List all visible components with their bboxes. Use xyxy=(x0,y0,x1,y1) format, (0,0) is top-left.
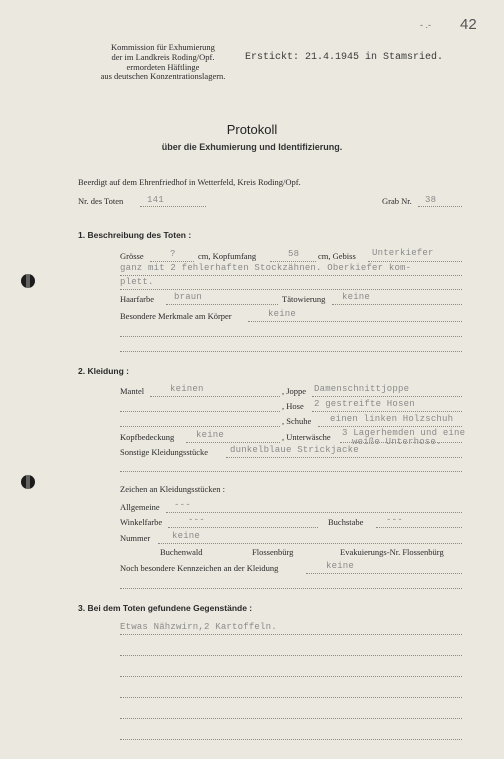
groesse-line xyxy=(150,261,194,262)
hose-label: , Hose xyxy=(282,401,304,411)
burial-label: Beerdigt auf dem Ehrenfriedhof in Wetterfeld, Kreis Roding/Opf. xyxy=(78,177,301,187)
mantel-label: Mantel xyxy=(120,386,145,396)
allgemeine-value: --- xyxy=(174,500,191,510)
commission-line: ermordeten Häftlinge xyxy=(126,61,200,72)
buchstabe-value: --- xyxy=(386,515,403,525)
kennzeichen-label: Noch besondere Kennzeichen an der Kleidung xyxy=(120,563,279,573)
schuhe-left-line xyxy=(120,426,280,427)
items-line-5 xyxy=(120,718,462,719)
winkelfarbe-line xyxy=(168,527,318,528)
haarfarbe-value: braun xyxy=(174,292,203,302)
nr-line xyxy=(140,206,206,207)
gebiss-value-2: ganz mit 2 fehlerhaften Stockzähnen. Oberkiefer kom- xyxy=(120,263,412,273)
allgemeine-line xyxy=(166,512,462,513)
commission-line: der im Landkreis Roding/Opf. xyxy=(111,51,215,62)
section-2-heading: 2. Kleidung : xyxy=(78,366,129,376)
items-line-4 xyxy=(120,697,462,698)
section-1-heading: 1. Beschreibung des Toten : xyxy=(78,230,192,240)
nummer-value: keine xyxy=(172,531,201,541)
death-note: Erstickt: 21.4.1945 in Stamsried. xyxy=(245,52,444,63)
joppe-value: Damenschnittjoppe xyxy=(314,384,410,394)
taetowierung-value: keine xyxy=(342,292,371,302)
groesse-label: Grösse xyxy=(120,251,144,261)
kopfbedeckung-value: keine xyxy=(196,430,225,440)
merkmale-line-3 xyxy=(120,351,462,352)
kopfumfang-value: 58 xyxy=(288,249,300,259)
schuhe-value: einen linken Holzschuh xyxy=(330,414,454,424)
merkmale-line-2 xyxy=(120,336,462,337)
kopfumfang-line xyxy=(270,261,316,262)
joppe-label: , Joppe xyxy=(282,386,307,396)
gebiss-label: cm, Gebiss xyxy=(318,251,356,261)
merkmale-label: Besondere Merkmale am Körper xyxy=(120,311,232,321)
grab-line xyxy=(418,206,462,207)
zeichen-label: Zeichen an Kleidungsstücken : xyxy=(120,484,226,494)
kennzeichen-line-2 xyxy=(120,588,462,589)
kopfbedeckung-line xyxy=(186,442,280,443)
commission-line: Kommission für Exhumierung xyxy=(111,42,215,52)
winkelfarbe-value: --- xyxy=(188,515,205,525)
unterwaesche-value-2: weiße Unterhose. xyxy=(352,437,442,447)
items-line-2 xyxy=(120,655,462,656)
groesse-value: ? xyxy=(170,249,176,259)
gebiss-line-3 xyxy=(120,289,462,290)
items-line-6 xyxy=(120,739,462,740)
merkmale-value: keine xyxy=(268,309,297,319)
nr-label: Nr. des Toten xyxy=(78,196,124,206)
kennzeichen-value: keine xyxy=(326,561,355,571)
items-value-1: Etwas Nähzwirn,2 Kartoffeln. xyxy=(120,622,277,632)
document-subtitle: über die Exhumierung und Identifizierung. xyxy=(161,142,343,152)
evakuierung-label: Evakuierungs-Nr. Flossenbürg xyxy=(340,547,444,557)
allgemeine-label: Allgemeine xyxy=(120,502,160,512)
nr-value: 141 xyxy=(147,195,164,205)
items-line-1 xyxy=(120,634,462,635)
items-line-3 xyxy=(120,676,462,677)
nummer-label: Nummer xyxy=(120,533,151,543)
unterwaesche-value-1: 3 Lagerhemden und eine xyxy=(342,428,466,438)
punch-hole-bottom xyxy=(21,475,35,489)
buchstabe-line xyxy=(376,527,462,528)
document-title: Protokoll xyxy=(226,122,278,137)
sonstige-line-2 xyxy=(120,471,462,472)
mantel-line xyxy=(150,396,280,397)
corner-mark: - .- xyxy=(420,20,431,30)
flossenbuerg-label: Flossenbürg xyxy=(252,547,294,557)
haarfarbe-line xyxy=(166,304,278,305)
gebiss-value-3: plett. xyxy=(120,277,154,287)
merkmale-line xyxy=(248,321,462,322)
gebiss-line xyxy=(368,261,462,262)
commission-block xyxy=(78,43,248,82)
grab-value: 38 xyxy=(425,195,437,205)
gebiss-line-2 xyxy=(120,275,462,276)
page-number: 42 xyxy=(460,16,477,33)
winkelfarbe-label: Winkelfarbe xyxy=(120,517,163,527)
sonstige-label: Sonstige Kleidungsstücke xyxy=(120,447,209,457)
buchenwald-label: Buchenwald xyxy=(160,547,203,557)
kopfbedeckung-label: Kopfbedeckung xyxy=(120,432,175,442)
grab-label: Grab Nr. xyxy=(382,196,412,206)
kennzeichen-line xyxy=(306,573,462,574)
joppe-line xyxy=(312,396,462,397)
kopfumfang-label: cm, Kopfumfang xyxy=(198,251,257,261)
commission-line: aus deutschen Konzentrationslagern. xyxy=(100,71,226,82)
taetowierung-line xyxy=(332,304,462,305)
unterwaesche-label: , Unterwäsche xyxy=(282,432,331,442)
punch-hole-top xyxy=(21,274,35,288)
sonstige-value: dunkelblaue Strickjacke xyxy=(230,445,359,455)
hose-value: 2 gestreifte Hosen xyxy=(314,399,415,409)
nummer-line xyxy=(158,543,462,544)
schuhe-line xyxy=(318,426,462,427)
hose-left-line xyxy=(120,411,280,412)
gebiss-value-1: Unterkiefer xyxy=(372,248,434,258)
section-3-heading: 3. Bei dem Toten gefundene Gegenstände : xyxy=(78,603,253,613)
sonstige-line xyxy=(226,457,462,458)
haarfarbe-label: Haarfarbe xyxy=(120,294,154,304)
schuhe-label: , Schuhe xyxy=(282,416,312,426)
buchstabe-label: Buchstabe xyxy=(328,517,364,527)
taetowierung-label: Tätowierung xyxy=(282,294,326,304)
hose-line xyxy=(312,411,462,412)
mantel-value: keinen xyxy=(170,384,204,394)
